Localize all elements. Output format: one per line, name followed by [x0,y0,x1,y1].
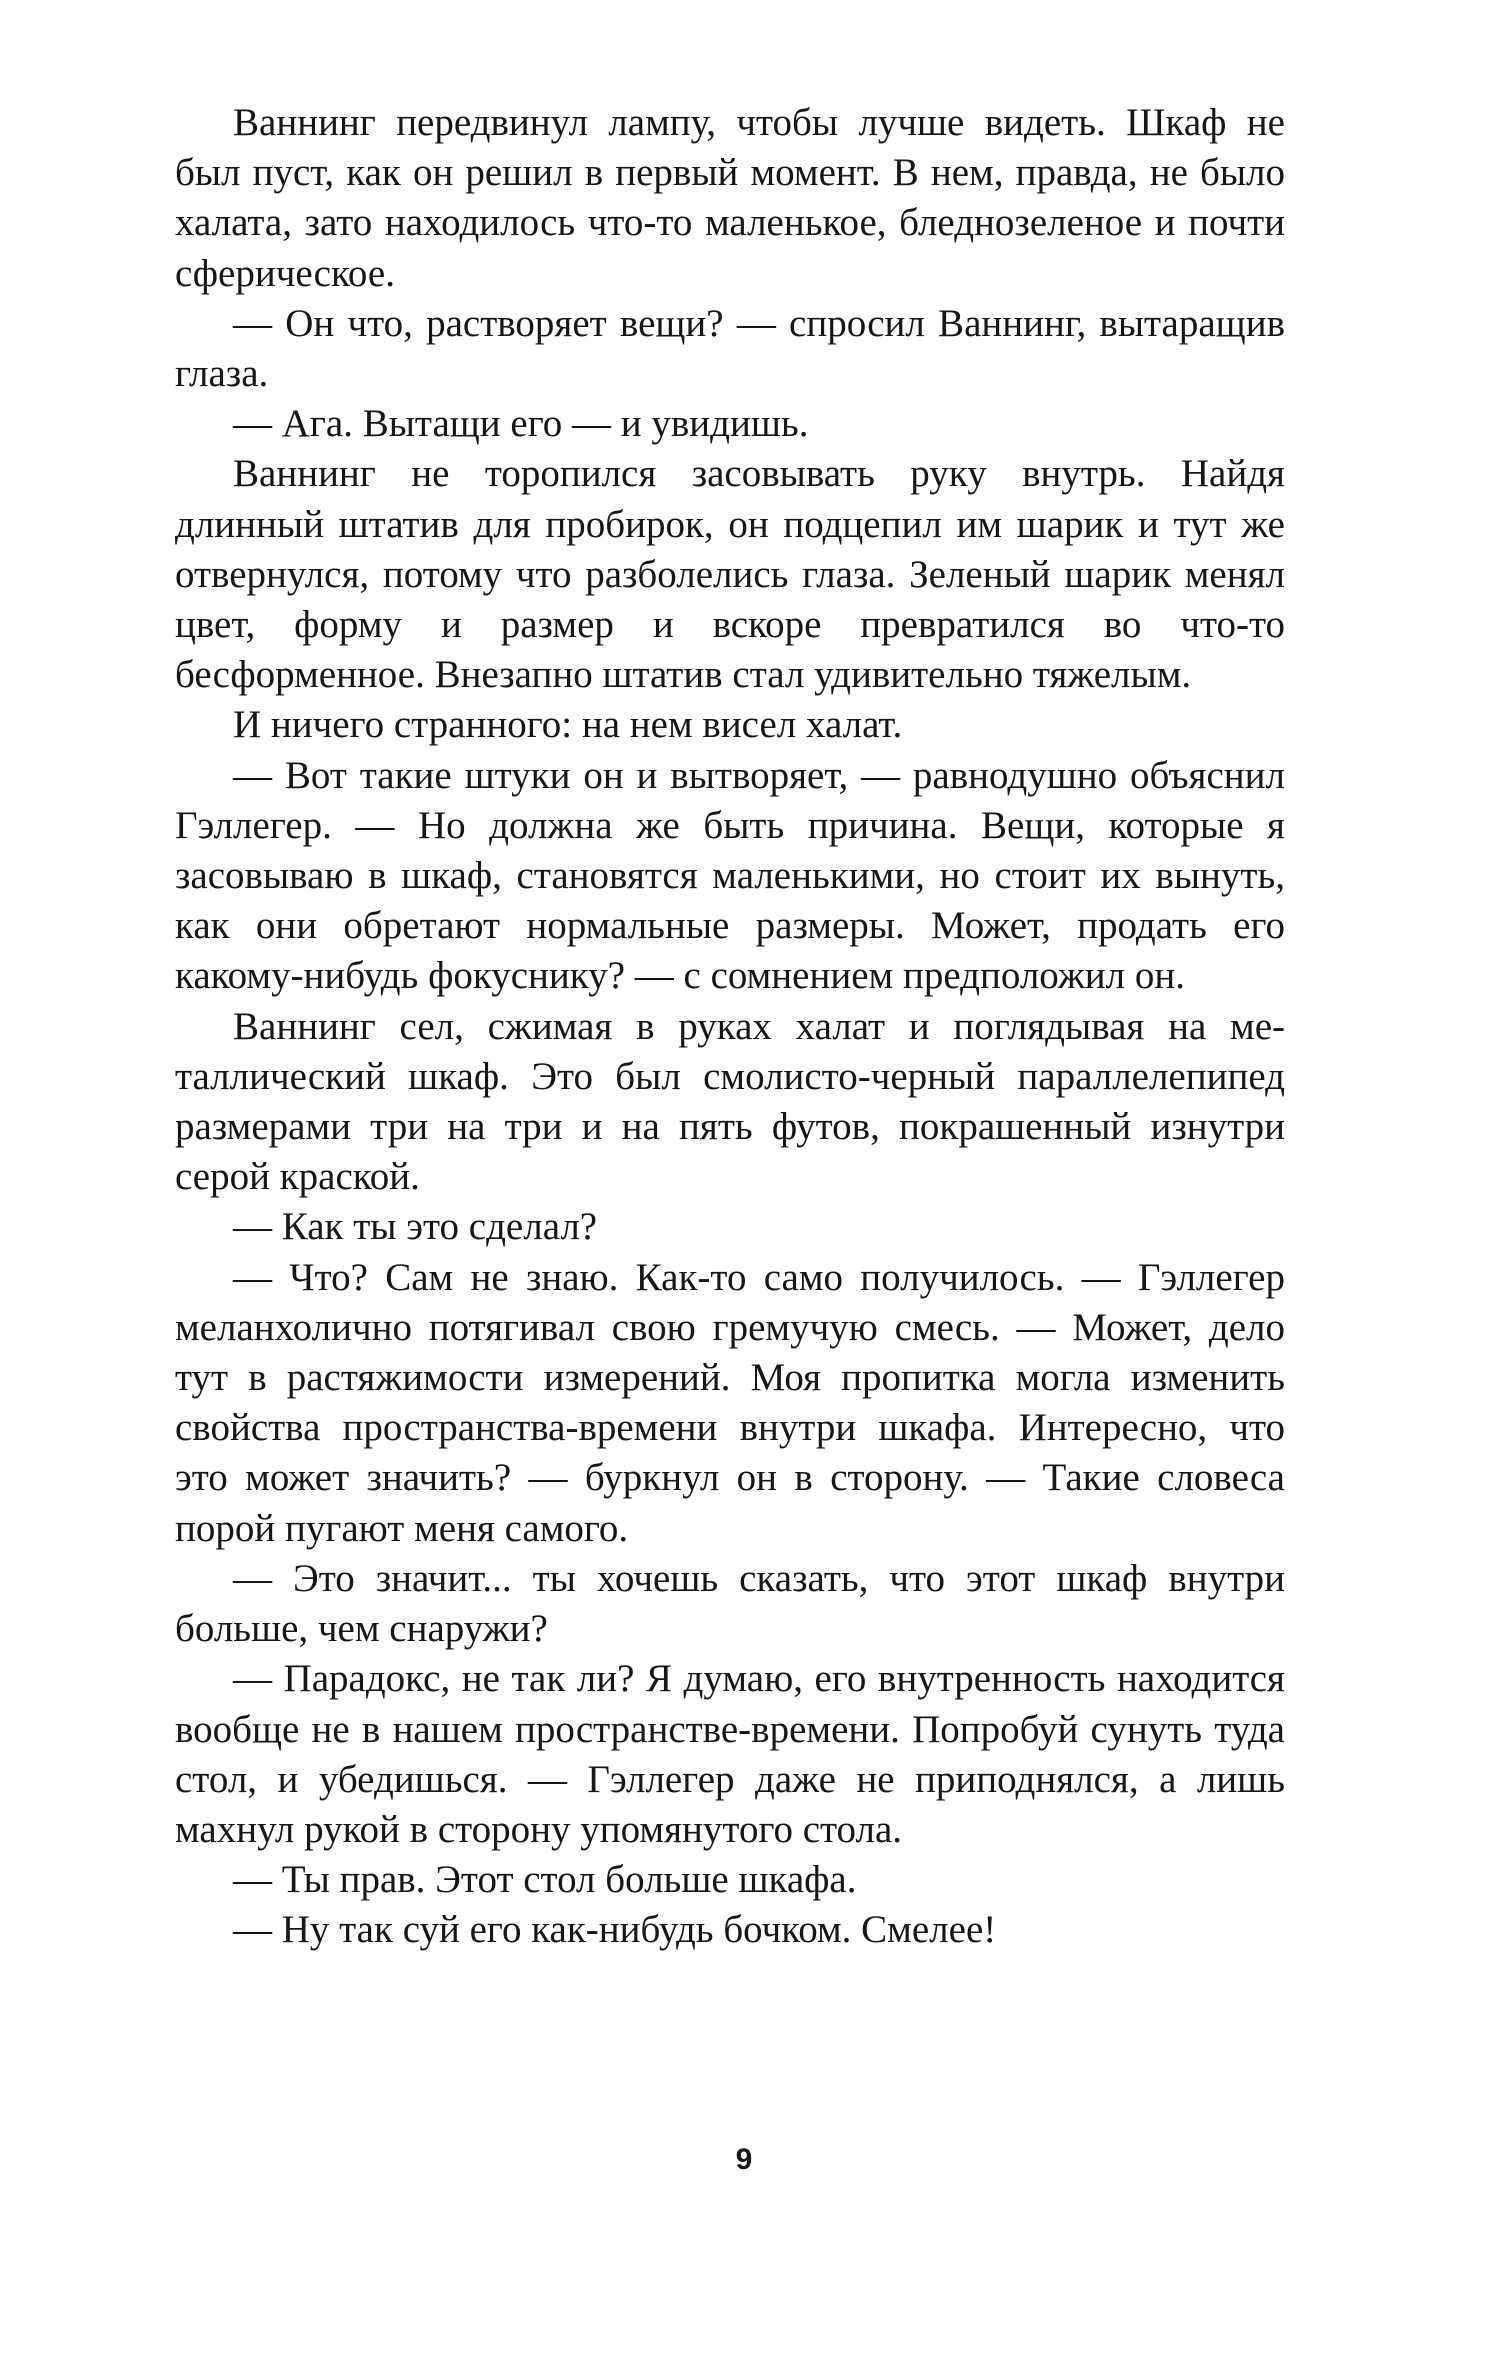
page-number: 9 [735,2143,753,2176]
paragraph: — Ты прав. Этот стол больше шкафа. [233,1858,857,1902]
paragraph: — Это значит... ты хочешь сказать, что этот шкаф внутри больше, чем снаружи? [175,1556,1285,1651]
paragraph: — Ага. Вытащи его — и увидишь. [233,402,809,446]
paragraph: — Как ты это сделал? [233,1205,598,1249]
paragraph: — Парадокс, не так ли? Я думаю, его внутренность находится вообще не в нашем пространстве-времени. Попробуй сунуть туда стол, и убедишься. — Гэллегер даже не приподнялся, а лишь махнул рукой в сторону упомянутого стола. [175,1657,1285,1851]
paragraph: — Что? Сам не знаю. Как-то само получилось. — Гэллегер меланхолично потягивал свою гремучую смесь. — Может, дело тут в растяжимости измерений. Моя пропитка могла изменить свойства пространства-времени внутри шкафа. Интересно, что это может значить? — буркнул он в сторону. — Такие словеса порой пугают меня самого. [175,1255,1285,1550]
body-text [175,98,1285,1956]
paragraph: — Вот такие штуки он и вытворяет, — равнодушно объяснил Гэллегер. — Но должна же быть причина. Вещи, которые я засовываю в шкаф, становятся маленькими, но стоит их вынуть, как они обретают нормальные размеры. Может, продать его какому-нибудь фокуснику? — с сомнением предположил он. [175,753,1285,998]
paragraph: Ваннинг сел, сжимая в руках халат и поглядывая на металлический шкаф. Это был смолисто-черный параллелепипед размерами три на три и на пять футов, покрашенный изнутри серой краской. [175,1004,1285,1199]
paragraph: Ваннинг не торопился засовывать руку внутрь. Найдя длинный штатив для пробирок, он подцепил им шарик и тут же отвернулся, потому что разболелись глаза. Зеленый шарик менял цвет, форму и размер и вскоре превратился во что-то бесформенное. Внезапно штатив стал удивительно тяжелым. [175,452,1285,697]
paragraph: — Он что, растворяет вещи? — спросил Ваннинг, вытаращив глаза. [175,301,1285,396]
paragraph: — Ну так суй его как-нибудь бочком. Смелее! [233,1908,997,1952]
paragraph: И ничего странного: на нем висел халат. [233,703,903,747]
paragraph: Ваннинг передвинул лампу, чтобы лучше видеть. Шкаф не был пуст, как он решил в первый момент. В нем, правда, не было халата, зато находилось что-то маленькое, бледнозеленое и почти сферическое. [175,101,1285,295]
